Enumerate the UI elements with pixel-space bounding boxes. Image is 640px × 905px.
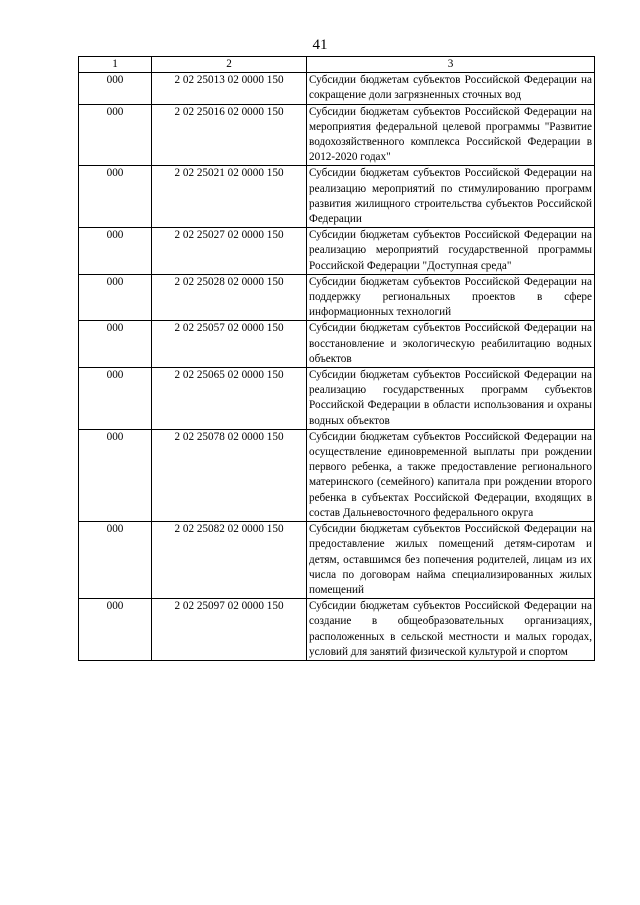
table-row: [79, 73, 595, 104]
budget-code-cell: 2 02 25013 02 0000 150: [152, 73, 307, 104]
description-cell: Субсидии бюджетам субъектов Российской Федерации на реализацию мероприятий по стимулированию программ развития жилищного строительства субъектов Российской Федерации: [307, 166, 595, 228]
budget-code-cell: 2 02 25057 02 0000 150: [152, 321, 307, 368]
table-header-row: [79, 57, 595, 73]
admin-code-cell: 000: [79, 321, 152, 368]
column-header-2: 2: [152, 57, 307, 73]
admin-code-cell: 000: [79, 104, 152, 166]
admin-code-cell: 000: [79, 599, 152, 661]
description-cell: Субсидии бюджетам субъектов Российской Федерации на реализацию государственных программ субъектов Российской Федерации в области использования и охраны водных объектов: [307, 368, 595, 430]
table-row: [79, 228, 595, 275]
table-row: [79, 429, 595, 521]
budget-code-cell: 2 02 25065 02 0000 150: [152, 368, 307, 430]
admin-code-cell: 000: [79, 429, 152, 521]
budget-code-cell: 2 02 25028 02 0000 150: [152, 274, 307, 321]
admin-code-cell: 000: [79, 274, 152, 321]
description-cell: Субсидии бюджетам субъектов Российской Федерации на восстановление и экологическую реабилитацию водных объектов: [307, 321, 595, 368]
description-cell: Субсидии бюджетам субъектов Российской Федерации на поддержку региональных проектов в сфере информационных технологий: [307, 274, 595, 321]
description-cell: Субсидии бюджетам субъектов Российской Федерации на осуществление единовременной выплаты при рождении первого ребенка, а также предоставление регионального материнского (семейного) капитала при рождении второго ребенка в субъектах Российской Федерации, входящих в состав Дальневосточного федерального округа: [307, 429, 595, 521]
column-header-3: 3: [307, 57, 595, 73]
budget-code-cell: 2 02 25016 02 0000 150: [152, 104, 307, 166]
admin-code-cell: 000: [79, 368, 152, 430]
admin-code-cell: 000: [79, 166, 152, 228]
admin-code-cell: 000: [79, 228, 152, 275]
budget-code-cell: 2 02 25021 02 0000 150: [152, 166, 307, 228]
budget-code-cell: 2 02 25097 02 0000 150: [152, 599, 307, 661]
budget-code-cell: 2 02 25027 02 0000 150: [152, 228, 307, 275]
admin-code-cell: 000: [79, 73, 152, 104]
table-row: [79, 274, 595, 321]
description-cell: Субсидии бюджетам субъектов Российской Федерации на предоставление жилых помещений детям-сиротам и детям, оставшимся без попечения родителей, лицам из их числа по договорам найма специализированных жилых помещений: [307, 522, 595, 599]
table-row: [79, 522, 595, 599]
budget-code-cell: 2 02 25078 02 0000 150: [152, 429, 307, 521]
table-row: [79, 321, 595, 368]
column-header-1: 1: [79, 57, 152, 73]
table-row: [79, 104, 595, 166]
description-cell: Субсидии бюджетам субъектов Российской Федерации на сокращение доли загрязненных сточных вод: [307, 73, 595, 104]
table-row: [79, 368, 595, 430]
budget-code-cell: 2 02 25082 02 0000 150: [152, 522, 307, 599]
description-cell: Субсидии бюджетам субъектов Российской Федерации на создание в общеобразовательных организациях, расположенных в сельской местности и малых городах, условий для занятий физической культурой и спортом: [307, 599, 595, 661]
description-cell: Субсидии бюджетам субъектов Российской Федерации на реализацию мероприятий государственной программы Российской Федерации "Доступная среда": [307, 228, 595, 275]
budget-codes-table: [78, 56, 595, 661]
page-number: 41: [312, 37, 328, 53]
admin-code-cell: 000: [79, 522, 152, 599]
description-cell: Субсидии бюджетам субъектов Российской Федерации на мероприятия федеральной целевой программы "Развитие водохозяйственного комплекса Российской Федерации в 2012-2020 годах": [307, 104, 595, 166]
table-row: [79, 166, 595, 228]
table-row: [79, 599, 595, 661]
